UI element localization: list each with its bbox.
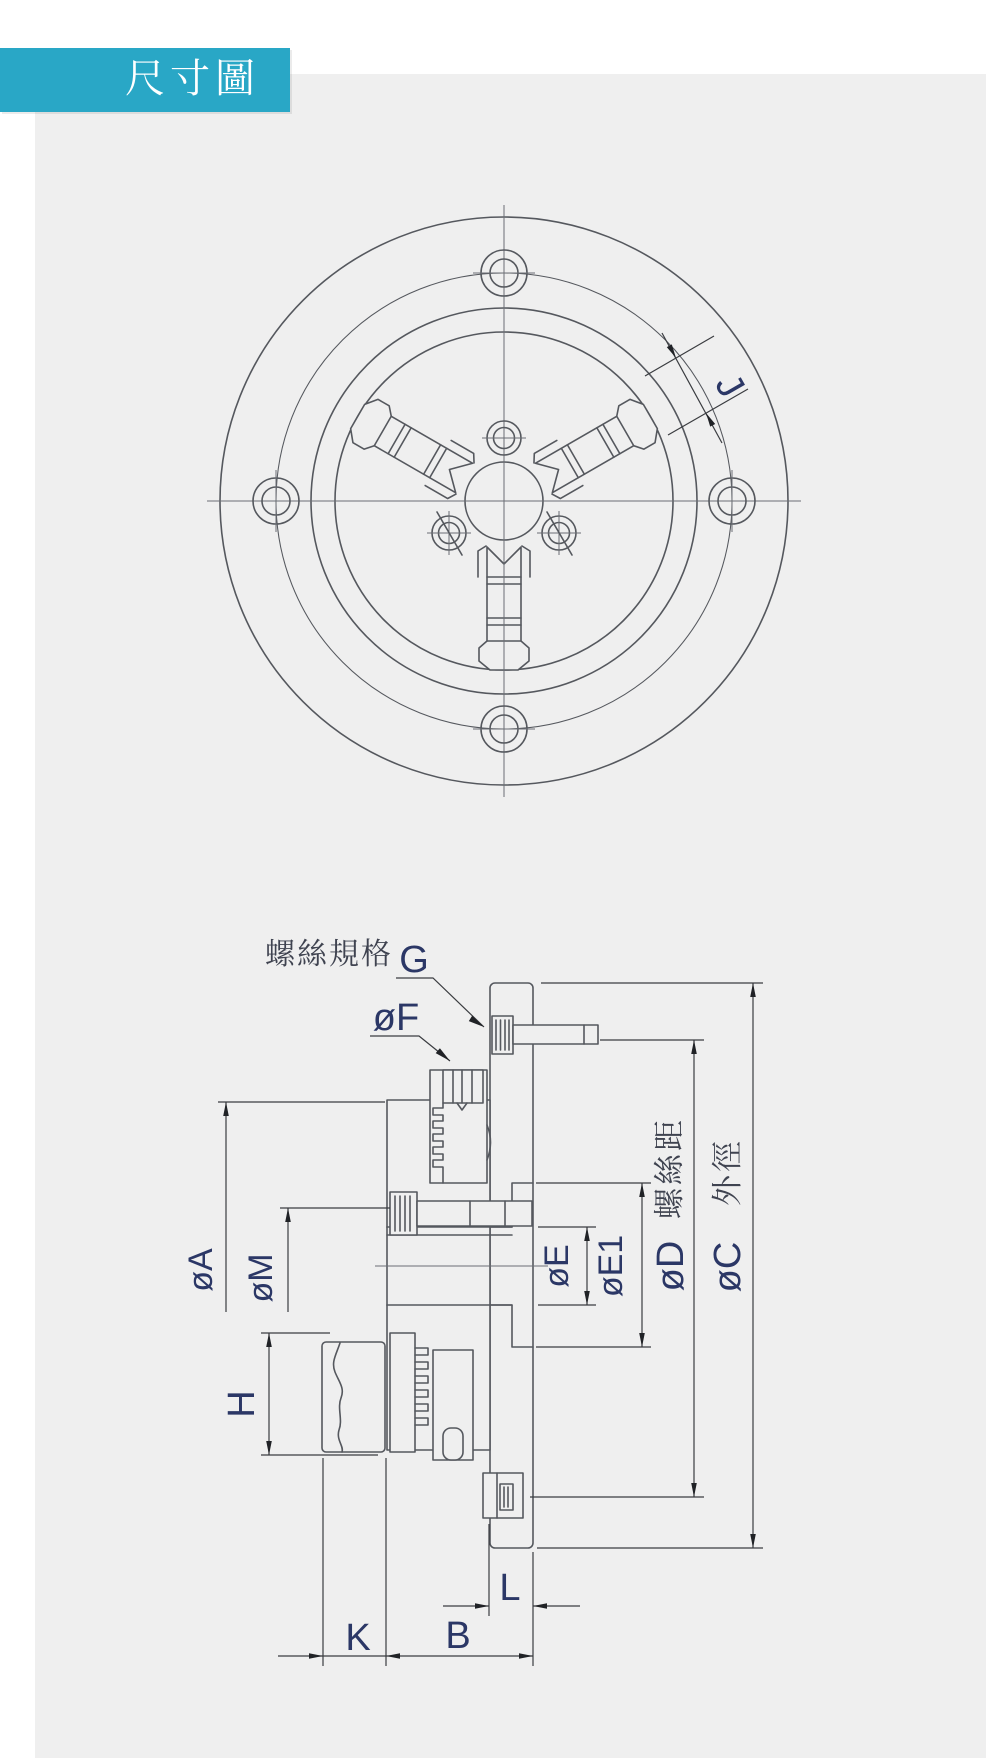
dim-label-e1: øE1: [592, 1234, 630, 1298]
top-jaw-tower: [430, 1070, 491, 1183]
dim-label-e: øE: [538, 1244, 576, 1288]
dim-label-c-text: 外徑: [710, 1138, 745, 1206]
centerlines: [207, 205, 801, 797]
screw-spec-label: 螺絲規格: [265, 938, 393, 971]
dim-label-g: G: [399, 939, 429, 981]
dim-label-c: øC: [707, 1241, 749, 1293]
dim-label-k: K: [345, 1617, 371, 1659]
section-title: 尺寸圖: [125, 57, 260, 101]
bottom-jaw: [322, 1333, 473, 1460]
dim-label-d: øD: [650, 1240, 692, 1292]
dim-label-j: J: [706, 367, 753, 405]
dim-label-a: øA: [182, 1248, 220, 1292]
dim-label-m: øM: [242, 1253, 280, 1303]
dim-label-l: L: [499, 1567, 521, 1609]
dim-label-d-text: 螺絲距: [652, 1117, 687, 1219]
dim-label-f: øF: [372, 997, 420, 1039]
dim-label-b: B: [445, 1615, 471, 1657]
dim-label-h: H: [221, 1390, 263, 1418]
top-screw: [492, 1016, 598, 1054]
section-title-badge: [0, 48, 290, 112]
front-view-drawing: [207, 205, 801, 797]
leader-labels: [265, 938, 484, 1061]
bottom-boss: [483, 1473, 523, 1518]
side-view-drawing: [182, 938, 763, 1666]
